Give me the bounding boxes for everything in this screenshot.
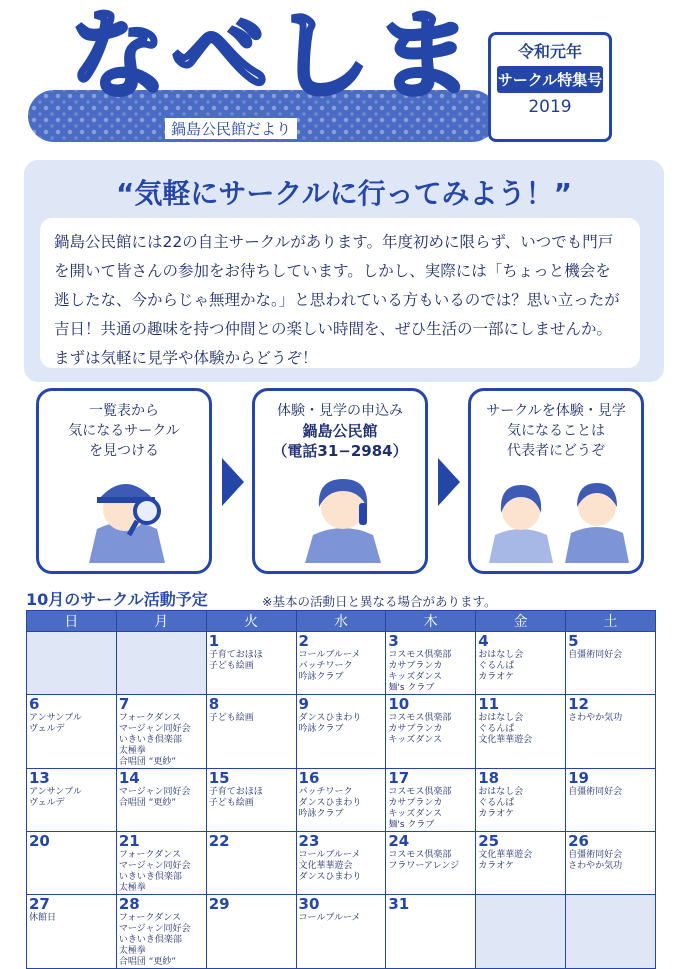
- step-line: を見つける: [89, 443, 159, 459]
- day-number: 21: [118, 832, 140, 850]
- day-number: 29: [208, 895, 230, 913]
- calendar-day: [116, 769, 206, 832]
- step-line: 気になることは: [507, 423, 605, 439]
- circle-event: フォークダンス: [118, 913, 182, 923]
- circle-event: フラワーアレンジ: [388, 861, 460, 871]
- circle-event: コスモス倶楽部: [388, 713, 452, 723]
- calendar-day: [206, 632, 296, 695]
- circle-event: 吟詠クラブ: [298, 724, 344, 734]
- circle-event: マージャン同好会: [118, 787, 191, 797]
- arrow-icon: [222, 458, 244, 506]
- calendar-week: [27, 769, 656, 832]
- circle-event: マージャン同好会: [118, 861, 191, 871]
- circle-event: 太極拳: [118, 946, 146, 956]
- day-number: 5: [568, 632, 579, 650]
- calendar-day: [476, 832, 566, 895]
- circle-event: コールブルーメ: [298, 650, 361, 660]
- day-number: 9: [298, 695, 309, 713]
- step-line: 鍋島公民館: [302, 422, 378, 440]
- day-number: 19: [568, 769, 589, 787]
- circle-event: 子ども絵画: [208, 798, 254, 808]
- calendar-week: [27, 832, 656, 895]
- calendar-day: [296, 769, 386, 832]
- circle-event: カラオケ: [478, 672, 515, 682]
- day-number: 8: [208, 695, 220, 713]
- circle-event: コールブルーメ: [298, 850, 361, 860]
- circle-event: 子ども絵画: [208, 661, 254, 671]
- calendar-day: [476, 769, 566, 832]
- calendar-day: [116, 895, 206, 969]
- circle-event: 文化華華遊会: [478, 735, 533, 745]
- circle-event: 子育ておほほ: [208, 650, 263, 660]
- day-number: 2: [298, 632, 309, 650]
- circle-event: 自彊術同好会: [568, 650, 623, 660]
- activity-calendar: [26, 610, 656, 969]
- circle-event: いきいき倶楽部: [118, 735, 182, 745]
- day-number: 16: [298, 769, 320, 787]
- day-number: 30: [298, 895, 320, 913]
- circle-event: パッチワーク: [298, 787, 353, 797]
- calendar-day: [296, 895, 386, 969]
- circle-event: マージャン同好会: [118, 724, 191, 734]
- calendar-day: [296, 632, 386, 695]
- day-number: 24: [388, 832, 410, 850]
- day-number: 10: [388, 695, 410, 713]
- calendar-day: [116, 832, 206, 895]
- calendar-day: [566, 832, 656, 895]
- calendar-day: [116, 632, 206, 695]
- calendar-day: [27, 632, 117, 695]
- circle-event: 吟詠クラブ: [298, 809, 344, 819]
- badge-era: 令和元年: [517, 42, 582, 61]
- calendar-day: [476, 895, 566, 969]
- calendar-week: [27, 632, 656, 695]
- circle-event: 子育ておほほ: [208, 787, 263, 797]
- circle-event: キッズダンス: [388, 735, 443, 745]
- calendar-note: ※基本の活動日と異なる場合があります。: [262, 594, 497, 609]
- circle-event: キッズダンス: [388, 672, 443, 682]
- circle-event: ダンスひまわり: [298, 872, 362, 882]
- calendar-day: [476, 632, 566, 695]
- calendar-day: [206, 769, 296, 832]
- circle-event: ダンスひまわり: [298, 713, 362, 723]
- circle-event: コールブルーメ: [298, 913, 361, 923]
- day-number: 23: [298, 832, 320, 850]
- calendar-day: [296, 832, 386, 895]
- issue-badge: [488, 32, 612, 142]
- day-number: 15: [208, 769, 230, 787]
- circle-event: さわやか気功: [568, 861, 623, 871]
- day-number: 17: [388, 769, 410, 787]
- step-line: サークルを体験・見学: [486, 403, 626, 419]
- day-number: 20: [29, 832, 50, 850]
- calendar-day: [206, 832, 296, 895]
- step-experience: [468, 388, 644, 574]
- circle-event: 文化華華遊会: [298, 861, 353, 871]
- calendar-day: [386, 632, 476, 695]
- newsletter-subtitle: 鍋島公民館だより: [165, 118, 297, 139]
- day-number: 12: [568, 695, 589, 713]
- circle-event: 自彊術同好会: [568, 787, 623, 797]
- calendar-day: [476, 695, 566, 769]
- circle-event: 文化華華遊会: [478, 850, 533, 860]
- circle-event: パッチワーク: [298, 661, 353, 671]
- circle-event: 太極拳: [118, 746, 146, 756]
- circle-event: カサブランカ: [388, 661, 443, 671]
- calendar-day: [27, 895, 117, 969]
- circle-event: キッズダンス: [388, 809, 443, 819]
- calendar-day: [27, 769, 117, 832]
- weekday-header: 月: [116, 611, 206, 632]
- calendar-day: [386, 832, 476, 895]
- step-apply: [252, 388, 428, 574]
- day-number: 1: [208, 632, 220, 650]
- day-number: 13: [29, 769, 50, 787]
- step-line: 代表者にどうぞ: [507, 443, 605, 459]
- calendar-day: [566, 695, 656, 769]
- two-women-illustration: [485, 463, 635, 563]
- circle-event: 合唱団 “更紗”: [118, 798, 177, 808]
- day-number: 3: [388, 632, 399, 650]
- step-line: 気になるサークル: [68, 423, 180, 439]
- day-number: 7: [118, 695, 130, 713]
- steps-flow: [36, 388, 650, 578]
- step-line: 一覧表から: [89, 403, 159, 419]
- phone-woman-illustration: [295, 463, 391, 563]
- circle-event: 麺's クラブ: [388, 683, 435, 693]
- circle-event: 休館日: [29, 913, 57, 923]
- circle-event: ダンスひまわり: [298, 798, 362, 808]
- intro-body: 鍋島公民館には22の自主サークルがあります。年度初めに限らず、いつでも門戸を開いて皆さんの参加をお待ちしています。しかし、実際には「ちょっと機会を逃したな、今からじゃ無理かな。」と思われている方もいるのでは？思い立ったが吉日！共通の趣味を持つ仲間との楽しい時間を、ぜひ生活の一部にしませんか。まずは気軽に見学や体験からどうぞ！: [40, 218, 640, 368]
- calendar-day: [296, 695, 386, 769]
- day-number: 26: [568, 832, 589, 850]
- circle-event: 合唱団 “更紗”: [118, 757, 177, 767]
- circle-event: さわやか気功: [568, 713, 623, 723]
- weekday-header: 火: [206, 611, 296, 632]
- circle-event: コスモス倶楽部: [388, 850, 452, 860]
- circle-event: コスモス倶楽部: [388, 650, 452, 660]
- arrow-icon: [438, 458, 460, 506]
- circle-event: 自彊術同好会: [568, 850, 623, 860]
- circle-event: 合唱団 “更紗”: [118, 957, 177, 967]
- circle-event: ぐるんぱ: [478, 798, 515, 808]
- day-number: 22: [208, 832, 230, 850]
- badge-special: サークル特集号: [497, 66, 603, 93]
- circle-event: カラオケ: [478, 861, 515, 871]
- weekday-header: 金: [476, 611, 566, 632]
- calendar-day: [27, 832, 117, 895]
- calendar-week: [27, 695, 656, 769]
- circle-event: 吟詠クラブ: [298, 672, 344, 682]
- circle-event: 太極拳: [118, 883, 146, 893]
- day-number: 18: [478, 769, 500, 787]
- weekday-header: 水: [296, 611, 386, 632]
- calendar-day: [386, 695, 476, 769]
- calendar-day: [116, 695, 206, 769]
- circle-event: コスモス倶楽部: [388, 787, 452, 797]
- circle-event: ヴェルデ: [29, 724, 65, 734]
- circle-event: カサブランカ: [388, 724, 443, 734]
- calendar-day: [27, 695, 117, 769]
- weekday-header: 日: [27, 611, 117, 632]
- detective-illustration: [77, 459, 177, 563]
- weekday-header: 土: [566, 611, 656, 632]
- calendar-day: [566, 769, 656, 832]
- circle-event: 麺's クラブ: [388, 820, 435, 830]
- circle-event: フォークダンス: [118, 713, 182, 723]
- intro-panel: [24, 160, 664, 382]
- circle-event: フォークダンス: [118, 850, 182, 860]
- circle-event: おはなし会: [478, 650, 524, 660]
- day-number: 25: [478, 832, 500, 850]
- calendar-title: 10月のサークル活動予定: [26, 590, 208, 609]
- day-number: 6: [29, 695, 40, 713]
- calendar-week: [27, 895, 656, 969]
- day-number: 31: [388, 895, 410, 913]
- calendar-day: [206, 695, 296, 769]
- intro-headline: “気軽にサークルに行ってみよう！”: [116, 177, 572, 210]
- circle-event: カサブランカ: [388, 798, 443, 808]
- newsletter-header: [0, 0, 678, 150]
- step-line: （電話31−2984）: [272, 442, 408, 460]
- circle-event: ぐるんぱ: [478, 661, 515, 671]
- circle-event: アンサンブル: [29, 713, 82, 723]
- circle-event: おはなし会: [478, 713, 524, 723]
- step-line: 体験・見学の申込み: [277, 403, 403, 419]
- circle-event: いきいき倶楽部: [118, 935, 182, 945]
- calendar-day: [566, 632, 656, 695]
- badge-year: 2019: [528, 97, 572, 117]
- circle-event: おはなし会: [478, 787, 524, 797]
- day-number: 28: [118, 895, 140, 913]
- calendar-day: [386, 769, 476, 832]
- day-number: 14: [118, 769, 140, 787]
- circle-event: カラオケ: [478, 809, 515, 819]
- circle-event: マージャン同好会: [118, 924, 191, 934]
- step-find: [36, 388, 212, 574]
- day-number: 27: [29, 895, 50, 913]
- weekday-header: 木: [386, 611, 476, 632]
- calendar-day: [566, 895, 656, 969]
- circle-event: ヴェルデ: [29, 798, 65, 808]
- circle-event: アンサンブル: [29, 787, 82, 797]
- circle-event: ぐるんぱ: [478, 724, 515, 734]
- day-number: 11: [478, 695, 500, 713]
- calendar-day: [206, 895, 296, 969]
- day-number: 4: [478, 632, 489, 650]
- newsletter-logo: なべしま: [70, 0, 478, 112]
- circle-event: いきいき倶楽部: [118, 872, 182, 882]
- circle-event: 子ども絵画: [208, 713, 254, 723]
- calendar-day: [386, 895, 476, 969]
